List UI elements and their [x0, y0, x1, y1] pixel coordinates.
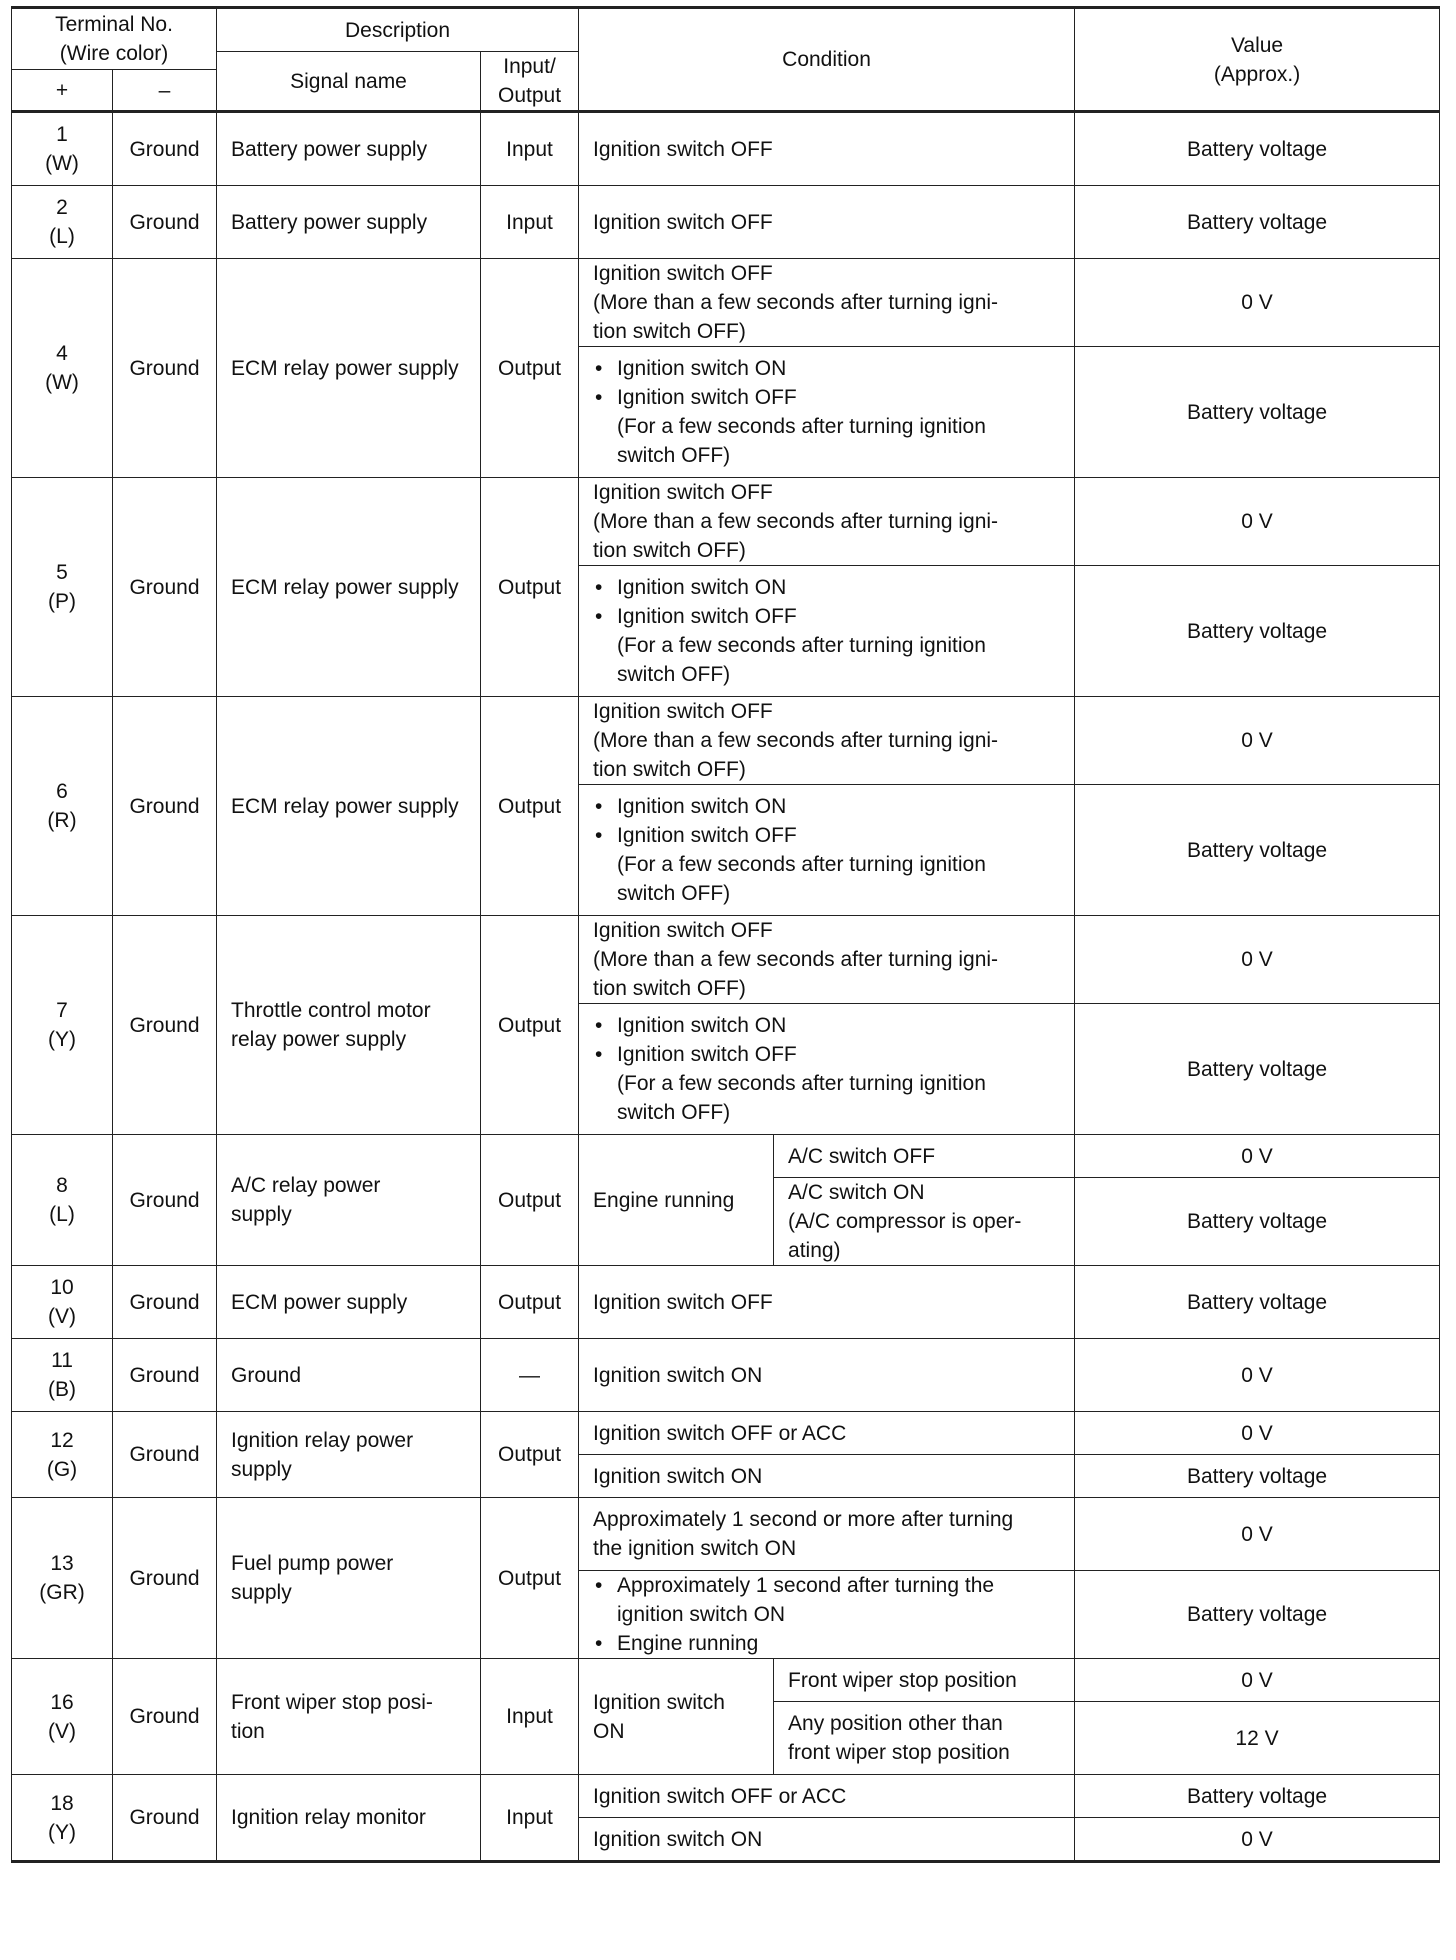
condition-list — [593, 1571, 1060, 1658]
condition-bullet — [593, 1040, 1060, 1127]
terminal-cell — [12, 112, 113, 186]
value-cell: Battery voltage — [1075, 1571, 1440, 1659]
signal-name-cell — [217, 1498, 481, 1659]
terminal-number: 18 — [50, 1791, 74, 1815]
signal-line: supply — [231, 1581, 292, 1604]
value-cell: Battery voltage — [1075, 566, 1440, 697]
signal-name-cell — [217, 1659, 481, 1775]
table-row — [12, 112, 1440, 186]
terminal-cell — [12, 1412, 113, 1498]
condition-line: switch OFF) — [617, 882, 731, 905]
signal-name-cell: ECM power supply — [217, 1266, 481, 1339]
condition-line: front wiper stop position — [788, 1741, 1010, 1764]
value-cell: Battery voltage — [1075, 112, 1440, 186]
wire-color: (Y) — [48, 1820, 76, 1844]
value-label: Value — [1230, 33, 1284, 57]
condition-main-cell — [579, 1659, 774, 1775]
io-cell: Input — [481, 112, 579, 186]
condition-line: Ignition switch OFF — [617, 605, 797, 628]
value-cell: 0 V — [1075, 478, 1440, 566]
terminal-number: 4 — [56, 342, 68, 365]
minus-cell: Ground — [113, 112, 217, 186]
output-label: Output — [497, 84, 562, 107]
signal-name-cell: Ground — [217, 1339, 481, 1412]
io-cell: Output — [481, 697, 579, 916]
wire-color: (B) — [48, 1378, 76, 1401]
value-cell: 0 V — [1075, 1498, 1440, 1571]
condition-list — [593, 1011, 1060, 1127]
wire-color: (V) — [48, 1305, 76, 1328]
condition-line: A/C switch ON — [788, 1181, 925, 1204]
terminal-number: 2 — [56, 196, 68, 219]
minus-cell: Ground — [113, 697, 217, 916]
terminal-cell — [12, 1266, 113, 1339]
condition-line: Ignition switch OFF — [593, 481, 773, 504]
condition-bullet — [593, 602, 1060, 689]
condition-line: Any position other than — [788, 1712, 1003, 1735]
condition-line: (For a few seconds after turning ignition — [617, 415, 986, 438]
condition-bullet — [593, 383, 1060, 470]
minus-cell: Ground — [113, 478, 217, 697]
value-cell: Battery voltage — [1075, 186, 1440, 259]
terminal-number: 13 — [50, 1552, 74, 1575]
condition-cell: Ignition switch OFF or ACC — [579, 1775, 1075, 1818]
value-cell: 12 V — [1075, 1702, 1440, 1775]
condition-list — [593, 573, 1060, 689]
condition-list — [593, 792, 1060, 908]
terminal-number: 11 — [51, 1349, 73, 1372]
terminal-cell — [12, 478, 113, 697]
condition-line: (More than a few seconds after turning igni- — [593, 510, 999, 533]
signal-line: tion — [231, 1719, 265, 1743]
value-cell: Battery voltage — [1075, 1004, 1440, 1135]
condition-bullet — [593, 821, 1060, 908]
minus-cell: Ground — [113, 1339, 217, 1412]
minus-cell: Ground — [113, 1659, 217, 1775]
minus-cell: Ground — [113, 1135, 217, 1266]
table-body — [12, 112, 1440, 1862]
table-row — [12, 1659, 1440, 1702]
signal-name-cell: ECM relay power supply — [217, 259, 481, 478]
condition-line: ignition switch ON — [617, 1603, 786, 1626]
condition-line: ON — [593, 1719, 625, 1743]
sub-condition-cell: A/C switch OFF — [774, 1135, 1075, 1178]
terminal-number: 16 — [50, 1690, 74, 1714]
terminal-cell — [12, 1498, 113, 1659]
terminal-number: 1 — [56, 123, 68, 146]
condition-list — [593, 354, 1060, 470]
condition-bullet: • Ignition switch ON — [593, 792, 1060, 821]
ecm-terminal-table — [11, 6, 1440, 1863]
signal-line: Front wiper stop posi- — [231, 1690, 433, 1714]
input-output-header — [481, 52, 579, 112]
signal-line: Fuel pump power — [231, 1552, 394, 1575]
minus-cell: Ground — [113, 186, 217, 259]
condition-line: (For a few seconds after turning ignition — [617, 1072, 986, 1095]
wire-color: (W) — [45, 371, 79, 394]
value-cell: 0 V — [1075, 1659, 1440, 1702]
terminal-cell — [12, 1659, 113, 1775]
description-header: Description — [217, 8, 579, 52]
condition-line: tion switch OFF) — [593, 758, 746, 781]
condition-cell — [579, 1571, 1075, 1659]
value-cell: 0 V — [1075, 259, 1440, 347]
wire-color: (L) — [49, 1203, 75, 1226]
value-cell: 0 V — [1075, 1412, 1440, 1455]
io-cell: Output — [481, 259, 579, 478]
condition-cell: Ignition switch ON — [579, 1818, 1075, 1862]
value-cell: Battery voltage — [1075, 347, 1440, 478]
wire-color: (L) — [49, 225, 75, 248]
io-cell: Input — [481, 1659, 579, 1775]
condition-cell: Ignition switch ON — [579, 1455, 1075, 1498]
table-row — [12, 697, 1440, 785]
io-cell: Output — [481, 1135, 579, 1266]
approx-label: (Approx.) — [1213, 62, 1301, 86]
condition-line: (For a few seconds after turning ignition — [617, 634, 986, 657]
signal-name-cell — [217, 1412, 481, 1498]
signal-line: Ignition relay power — [231, 1428, 414, 1452]
terminal-number: 6 — [56, 780, 68, 803]
terminal-number: 5 — [56, 561, 68, 584]
wire-color: (G) — [46, 1457, 78, 1481]
signal-name-cell — [217, 1135, 481, 1266]
signal-line: supply — [231, 1457, 292, 1481]
wire-color: (W) — [45, 152, 79, 175]
condition-line: Ignition switch OFF — [593, 919, 773, 942]
condition-cell — [579, 478, 1075, 566]
signal-name-cell: ECM relay power supply — [217, 697, 481, 916]
io-cell: — — [481, 1339, 579, 1412]
condition-cell — [579, 916, 1075, 1004]
terminal-cell — [12, 1135, 113, 1266]
condition-bullet: • Ignition switch ON — [593, 354, 1060, 383]
condition-cell — [579, 347, 1075, 478]
value-cell: Battery voltage — [1075, 1266, 1440, 1339]
wire-color: (P) — [48, 590, 76, 613]
wire-color: (GR) — [39, 1581, 85, 1604]
condition-cell: Ignition switch ON — [579, 1339, 1075, 1412]
signal-name-cell — [217, 916, 481, 1135]
condition-line: Approximately 1 second or more after turning — [593, 1508, 1014, 1531]
terminal-cell — [12, 186, 113, 259]
table-row — [12, 1135, 1440, 1178]
minus-cell: Ground — [113, 1775, 217, 1862]
condition-cell — [579, 785, 1075, 916]
minus-cell: Ground — [113, 1498, 217, 1659]
table-row — [12, 1498, 1440, 1571]
condition-line: (More than a few seconds after turning igni- — [593, 729, 999, 752]
io-cell: Output — [481, 916, 579, 1135]
condition-line: (A/C compressor is oper- — [788, 1210, 1022, 1233]
wire-color-label: (Wire color) — [59, 42, 169, 65]
minus-cell: Ground — [113, 259, 217, 478]
signal-name-cell: Battery power supply — [217, 112, 481, 186]
condition-line: switch OFF) — [617, 444, 731, 467]
table-header — [12, 8, 1440, 112]
condition-bullet — [593, 1571, 1060, 1629]
terminal-number: 12 — [50, 1428, 74, 1452]
condition-main-cell: Engine running — [579, 1135, 774, 1266]
condition-line: switch OFF) — [617, 663, 731, 686]
condition-line: tion switch OFF) — [593, 977, 746, 1000]
condition-bullet: • Ignition switch ON — [593, 573, 1060, 602]
terminal-cell — [12, 259, 113, 478]
signal-line: relay power supply — [231, 1028, 407, 1051]
condition-line: switch OFF) — [617, 1101, 731, 1124]
terminal-header — [12, 8, 217, 70]
value-cell: 0 V — [1075, 1339, 1440, 1412]
signal-line: A/C relay power — [231, 1174, 381, 1197]
value-cell: 0 V — [1075, 916, 1440, 1004]
table-row — [12, 478, 1440, 566]
table-row — [12, 1266, 1440, 1339]
terminal-cell — [12, 916, 113, 1135]
minus-cell: Ground — [113, 1266, 217, 1339]
io-cell: Output — [481, 1498, 579, 1659]
condition-cell: Ignition switch OFF — [579, 186, 1075, 259]
condition-header: Condition — [579, 8, 1075, 112]
value-cell: Battery voltage — [1075, 1455, 1440, 1498]
condition-line: (For a few seconds after turning ignition — [617, 853, 986, 876]
minus-header: – — [113, 70, 217, 112]
io-cell: Input — [481, 186, 579, 259]
terminal-number: 7 — [56, 999, 68, 1022]
condition-line: Ignition switch OFF — [593, 700, 773, 723]
condition-line: Ignition switch OFF — [617, 1043, 797, 1066]
condition-line: the ignition switch ON — [593, 1537, 797, 1560]
sub-condition-cell — [774, 1702, 1075, 1775]
terminal-cell — [12, 697, 113, 916]
table-row — [12, 916, 1440, 1004]
condition-line: tion switch OFF) — [593, 320, 746, 343]
terminal-cell — [12, 1339, 113, 1412]
condition-cell — [579, 259, 1075, 347]
table-row — [12, 1412, 1440, 1455]
condition-line: Approximately 1 second after turning the — [617, 1574, 995, 1597]
table-row — [12, 1339, 1440, 1412]
table-row — [12, 1775, 1440, 1818]
signal-name-header: Signal name — [217, 52, 481, 112]
condition-cell: Ignition switch OFF or ACC — [579, 1412, 1075, 1455]
terminal-no-label: Terminal No. — [55, 13, 173, 36]
terminal-number: 8 — [56, 1174, 68, 1197]
plus-header: + — [12, 70, 113, 112]
terminal-number: 10 — [50, 1276, 74, 1299]
sub-condition-cell: Front wiper stop position — [774, 1659, 1075, 1702]
value-cell: Battery voltage — [1075, 785, 1440, 916]
condition-bullet: • Ignition switch ON — [593, 1011, 1060, 1040]
value-cell: 0 V — [1075, 1818, 1440, 1862]
condition-line: (More than a few seconds after turning igni- — [593, 291, 999, 314]
condition-line: ating) — [788, 1239, 841, 1262]
table-row — [12, 186, 1440, 259]
value-cell: 0 V — [1075, 1135, 1440, 1178]
condition-cell — [579, 697, 1075, 785]
io-cell: Output — [481, 1412, 579, 1498]
condition-line: Ignition switch OFF — [617, 386, 797, 409]
wire-color: (Y) — [48, 1028, 76, 1051]
value-cell: Battery voltage — [1075, 1775, 1440, 1818]
io-cell: Input — [481, 1775, 579, 1862]
wire-color: (R) — [47, 809, 77, 832]
condition-line: Ignition switch OFF — [617, 824, 797, 847]
input-label: Input/ — [503, 55, 556, 78]
condition-bullet: • Engine running — [593, 1629, 1060, 1658]
minus-cell: Ground — [113, 1412, 217, 1498]
signal-name-cell: Ignition relay monitor — [217, 1775, 481, 1862]
condition-cell: Ignition switch OFF — [579, 112, 1075, 186]
condition-cell: Ignition switch OFF — [579, 1266, 1075, 1339]
value-header — [1075, 8, 1440, 112]
value-cell: Battery voltage — [1075, 1178, 1440, 1266]
table-row — [12, 259, 1440, 347]
io-cell: Output — [481, 1266, 579, 1339]
condition-line: tion switch OFF) — [593, 539, 746, 562]
wire-color: (V) — [48, 1719, 76, 1743]
minus-cell: Ground — [113, 916, 217, 1135]
condition-cell — [579, 1498, 1075, 1571]
signal-name-cell: ECM relay power supply — [217, 478, 481, 697]
signal-line: supply — [231, 1203, 292, 1226]
condition-cell — [579, 566, 1075, 697]
io-cell: Output — [481, 478, 579, 697]
sub-condition-cell — [774, 1178, 1075, 1266]
value-cell: 0 V — [1075, 697, 1440, 785]
condition-line: Ignition switch OFF — [593, 262, 773, 285]
condition-line: (More than a few seconds after turning igni- — [593, 948, 999, 971]
signal-name-cell: Battery power supply — [217, 186, 481, 259]
terminal-cell — [12, 1775, 113, 1862]
condition-line: Ignition switch — [593, 1690, 725, 1714]
condition-cell — [579, 1004, 1075, 1135]
signal-line: Throttle control motor — [231, 999, 431, 1022]
